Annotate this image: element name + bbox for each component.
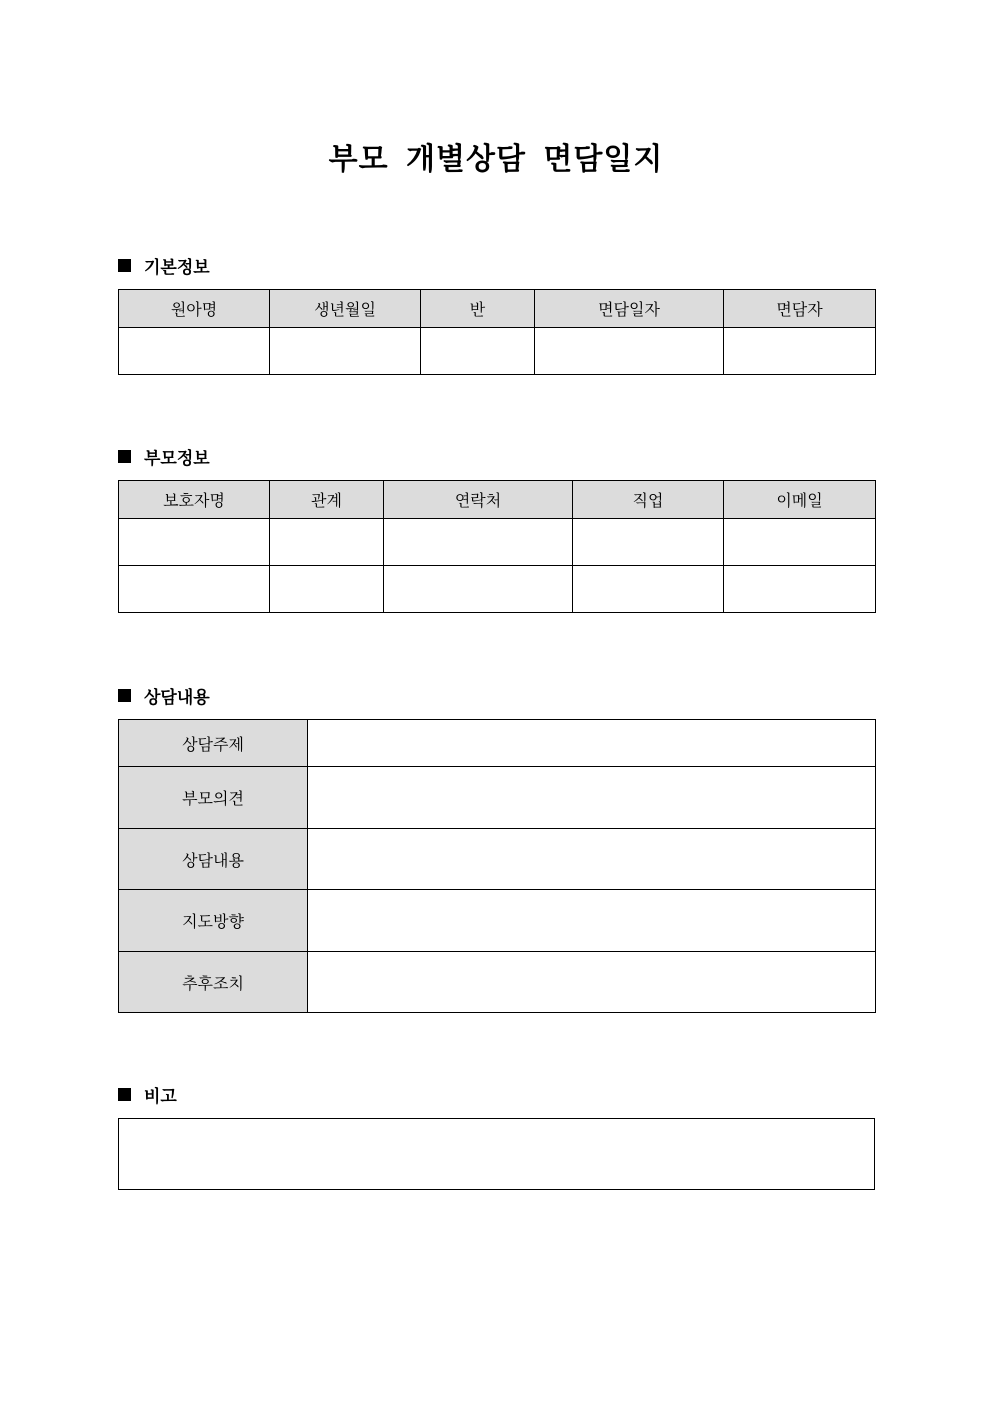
parent-info-table [118, 480, 876, 613]
row-label: 지도방향 [119, 890, 308, 952]
birth-date-cell[interactable] [270, 328, 421, 375]
relation-cell[interactable] [270, 519, 384, 566]
table-header-row [119, 481, 876, 519]
table-row [119, 890, 876, 952]
column-header: 반 [421, 290, 535, 328]
section-heading-label: 부모정보 [144, 449, 210, 469]
relation-cell[interactable] [270, 566, 384, 613]
square-bullet-icon [118, 1088, 131, 1101]
section-heading-label: 기본정보 [144, 258, 210, 278]
column-header: 면담자 [724, 290, 876, 328]
notes-cell[interactable] [119, 1119, 875, 1190]
notes-table [118, 1118, 875, 1190]
column-header: 연락처 [384, 481, 573, 519]
occupation-cell[interactable] [573, 519, 724, 566]
section-heading-label: 비고 [144, 1087, 177, 1107]
square-bullet-icon [118, 259, 131, 272]
table-row [119, 566, 876, 613]
column-header: 이메일 [724, 481, 876, 519]
column-header: 관계 [270, 481, 384, 519]
table-header-row [119, 290, 876, 328]
page-title: 부모 개별상담 면담일지 [328, 142, 664, 177]
table-row [119, 829, 876, 890]
column-header: 생년월일 [270, 290, 421, 328]
column-header: 면담일자 [535, 290, 724, 328]
consult-topic-cell[interactable] [308, 720, 876, 767]
contact-cell[interactable] [384, 566, 573, 613]
interviewer-cell[interactable] [724, 328, 876, 375]
section-heading-notes [118, 1082, 177, 1107]
class-cell[interactable] [421, 328, 535, 375]
row-label: 상담주제 [119, 720, 308, 767]
table-row [119, 767, 876, 829]
row-label: 추후조치 [119, 952, 308, 1013]
occupation-cell[interactable] [573, 566, 724, 613]
child-name-cell[interactable] [119, 328, 270, 375]
interview-date-cell[interactable] [535, 328, 724, 375]
email-cell[interactable] [724, 566, 876, 613]
section-heading-label: 상담내용 [144, 688, 210, 708]
parent-opinion-cell[interactable] [308, 767, 876, 829]
guidance-direction-cell[interactable] [308, 890, 876, 952]
consultation-table [118, 719, 876, 1013]
section-heading-parent [118, 444, 210, 469]
email-cell[interactable] [724, 519, 876, 566]
square-bullet-icon [118, 689, 131, 702]
table-row [119, 328, 876, 375]
column-header: 보호자명 [119, 481, 270, 519]
column-header: 원아명 [119, 290, 270, 328]
table-row [119, 720, 876, 767]
square-bullet-icon [118, 450, 131, 463]
table-row [119, 952, 876, 1013]
guardian-name-cell[interactable] [119, 566, 270, 613]
row-label: 상담내용 [119, 829, 308, 890]
follow-up-cell[interactable] [308, 952, 876, 1013]
guardian-name-cell[interactable] [119, 519, 270, 566]
basic-info-table [118, 289, 876, 375]
contact-cell[interactable] [384, 519, 573, 566]
table-row [119, 519, 876, 566]
consult-content-cell[interactable] [308, 829, 876, 890]
column-header: 직업 [573, 481, 724, 519]
section-heading-consult [118, 683, 210, 708]
row-label: 부모의견 [119, 767, 308, 829]
section-heading-basic [118, 253, 210, 278]
table-row [119, 1119, 875, 1190]
